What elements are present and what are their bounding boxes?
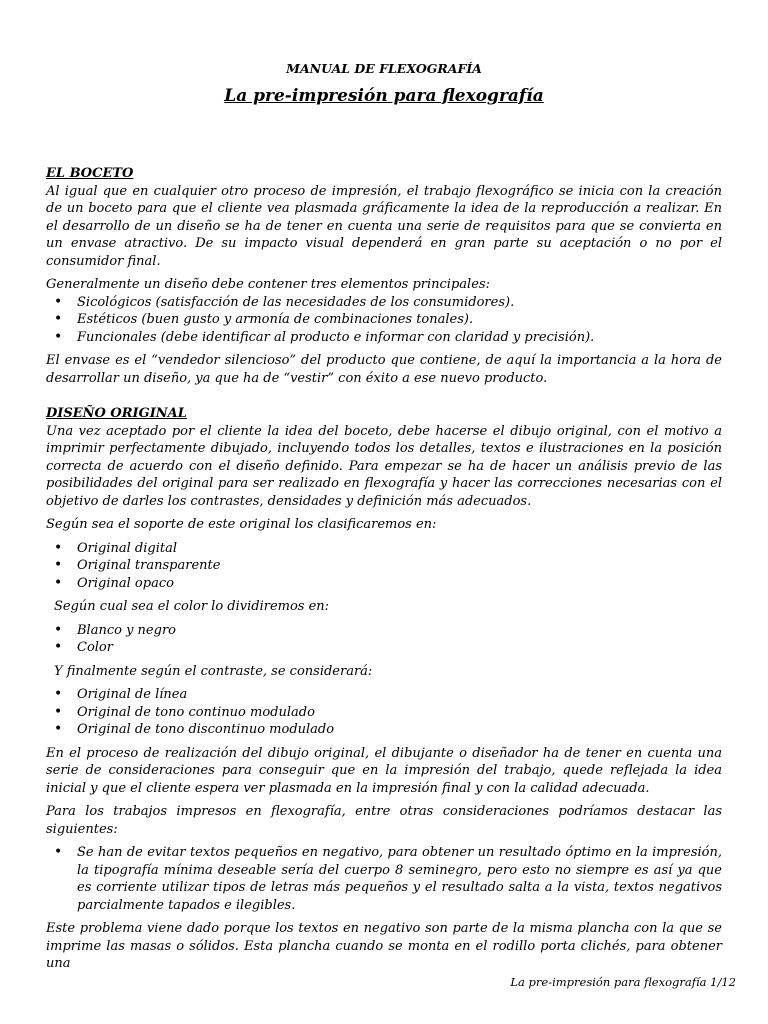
page-title: La pre-impresión para flexografía	[224, 85, 544, 106]
list-item: • Estéticos (buen gusto y armonía de combinaciones tonales).	[46, 311, 722, 329]
diseno-paragraph-6: Para los trabajos impresos en flexografía, entre otras consideraciones podríamos destacar las siguientes:	[46, 804, 722, 837]
list-item: • Se han de evitar textos pequeños en negativo, para obtener un resultado óptimo en la impresión, la tipografía mínima deseable sería del cuerpo 8 seminegro, pero esto no siempre es así ya que es corriente utilizar tipos de letras más pequeños y el resultado salta a la vista, textos negativos parcialmente tapados e ilegibles.	[46, 844, 722, 914]
list-item: • Blanco y negro	[46, 622, 722, 640]
section-heading-diseno-original: DISEÑO ORIGINAL	[46, 406, 187, 421]
boceto-paragraph-3: El envase es el “vendedor silencioso” del producto que contiene, de aquí la importancia a la hora de desarrollar un diseño, ya que ha de “vestir” con éxito a ese nuevo producto.	[46, 353, 722, 386]
contrast-list	[46, 686, 722, 739]
boceto-paragraph-2: Generalmente un diseño debe contener tres elementos principales:	[46, 277, 490, 292]
diseno-paragraph-5: En el proceso de realización del dibujo original, el dibujante o diseñador ha de tener en cuenta una serie de consideraciones para conseguir que en la impresión del trabajo, quede reflejada la idea inicial y que el cliente espera ver plasmada en la impresión final y con la calidad adecuada.	[46, 745, 722, 796]
list-item: • Color	[46, 639, 722, 657]
list-item: • Original de tono continuo modulado	[46, 704, 722, 722]
list-item: • Original de tono discontinuo modulado	[46, 721, 722, 739]
list-item: • Sicológicos (satisfacción de las necesidades de los consumidores).	[46, 294, 722, 312]
diseno-paragraph-4: Y finalmente según el contraste, se considerará:	[54, 663, 373, 679]
list-item: • Original opaco	[46, 575, 722, 593]
section-heading-boceto: EL BOCETO	[46, 166, 134, 181]
list-item: • Funcionales (debe identificar al producto e informar con claridad y precisión).	[46, 329, 722, 347]
elements-list	[46, 294, 722, 347]
considerations-list	[46, 844, 722, 914]
diseno-paragraph-2: Según sea el soporte de este original los clasificaremos en:	[46, 517, 437, 532]
manual-title: MANUAL DE FLEXOGRAFÍA	[286, 61, 482, 76]
boceto-paragraph-1: Al igual que en cualquier otro proceso de impresión, el trabajo flexográfico se inicia con la creación de un boceto para que el cliente vea plasmada gráficamente la idea de la reproducción a realizar. En el desarrollo de un diseño se ha de tener en cuenta una serie de requisitos para que se convierta en un envase atractivo. De su impacto visual dependerá en gran parte su aceptación o no por el consumidor final.	[46, 183, 722, 269]
color-list	[46, 622, 722, 657]
page-footer: La pre-impresión para flexografía 1/12	[510, 975, 736, 989]
support-list	[46, 540, 722, 593]
diseno-paragraph-7: Este problema viene dado porque los textos en negativo son parte de la misma plancha con la que se imprime las masas o sólidos. Esta plancha cuando se monta en el rodillo porta clichés, para obtener una	[46, 921, 722, 971]
diseno-paragraph-3: Según cual sea el color lo dividiremos en:	[54, 599, 330, 614]
list-item: • Original transparente	[46, 557, 722, 575]
diseno-paragraph-1: Una vez aceptado por el cliente la idea del boceto, debe hacerse el dibujo original, con el motivo a imprimir perfectamente dibujado, incluyendo todos los detalles, textos e ilustraciones en la posición correcta de acuerdo con el diseño definido. Para empezar se ha de hacer un análisis previo de las posibilidades del original para ser realizado en flexografía y hacer las correcciones necesarias con el objetivo de darles los contrastes, densidades y definición más adecuados.	[46, 423, 722, 509]
document-body	[46, 54, 722, 979]
list-item: • Original digital	[46, 540, 722, 558]
list-item: • Original de línea	[46, 686, 722, 704]
